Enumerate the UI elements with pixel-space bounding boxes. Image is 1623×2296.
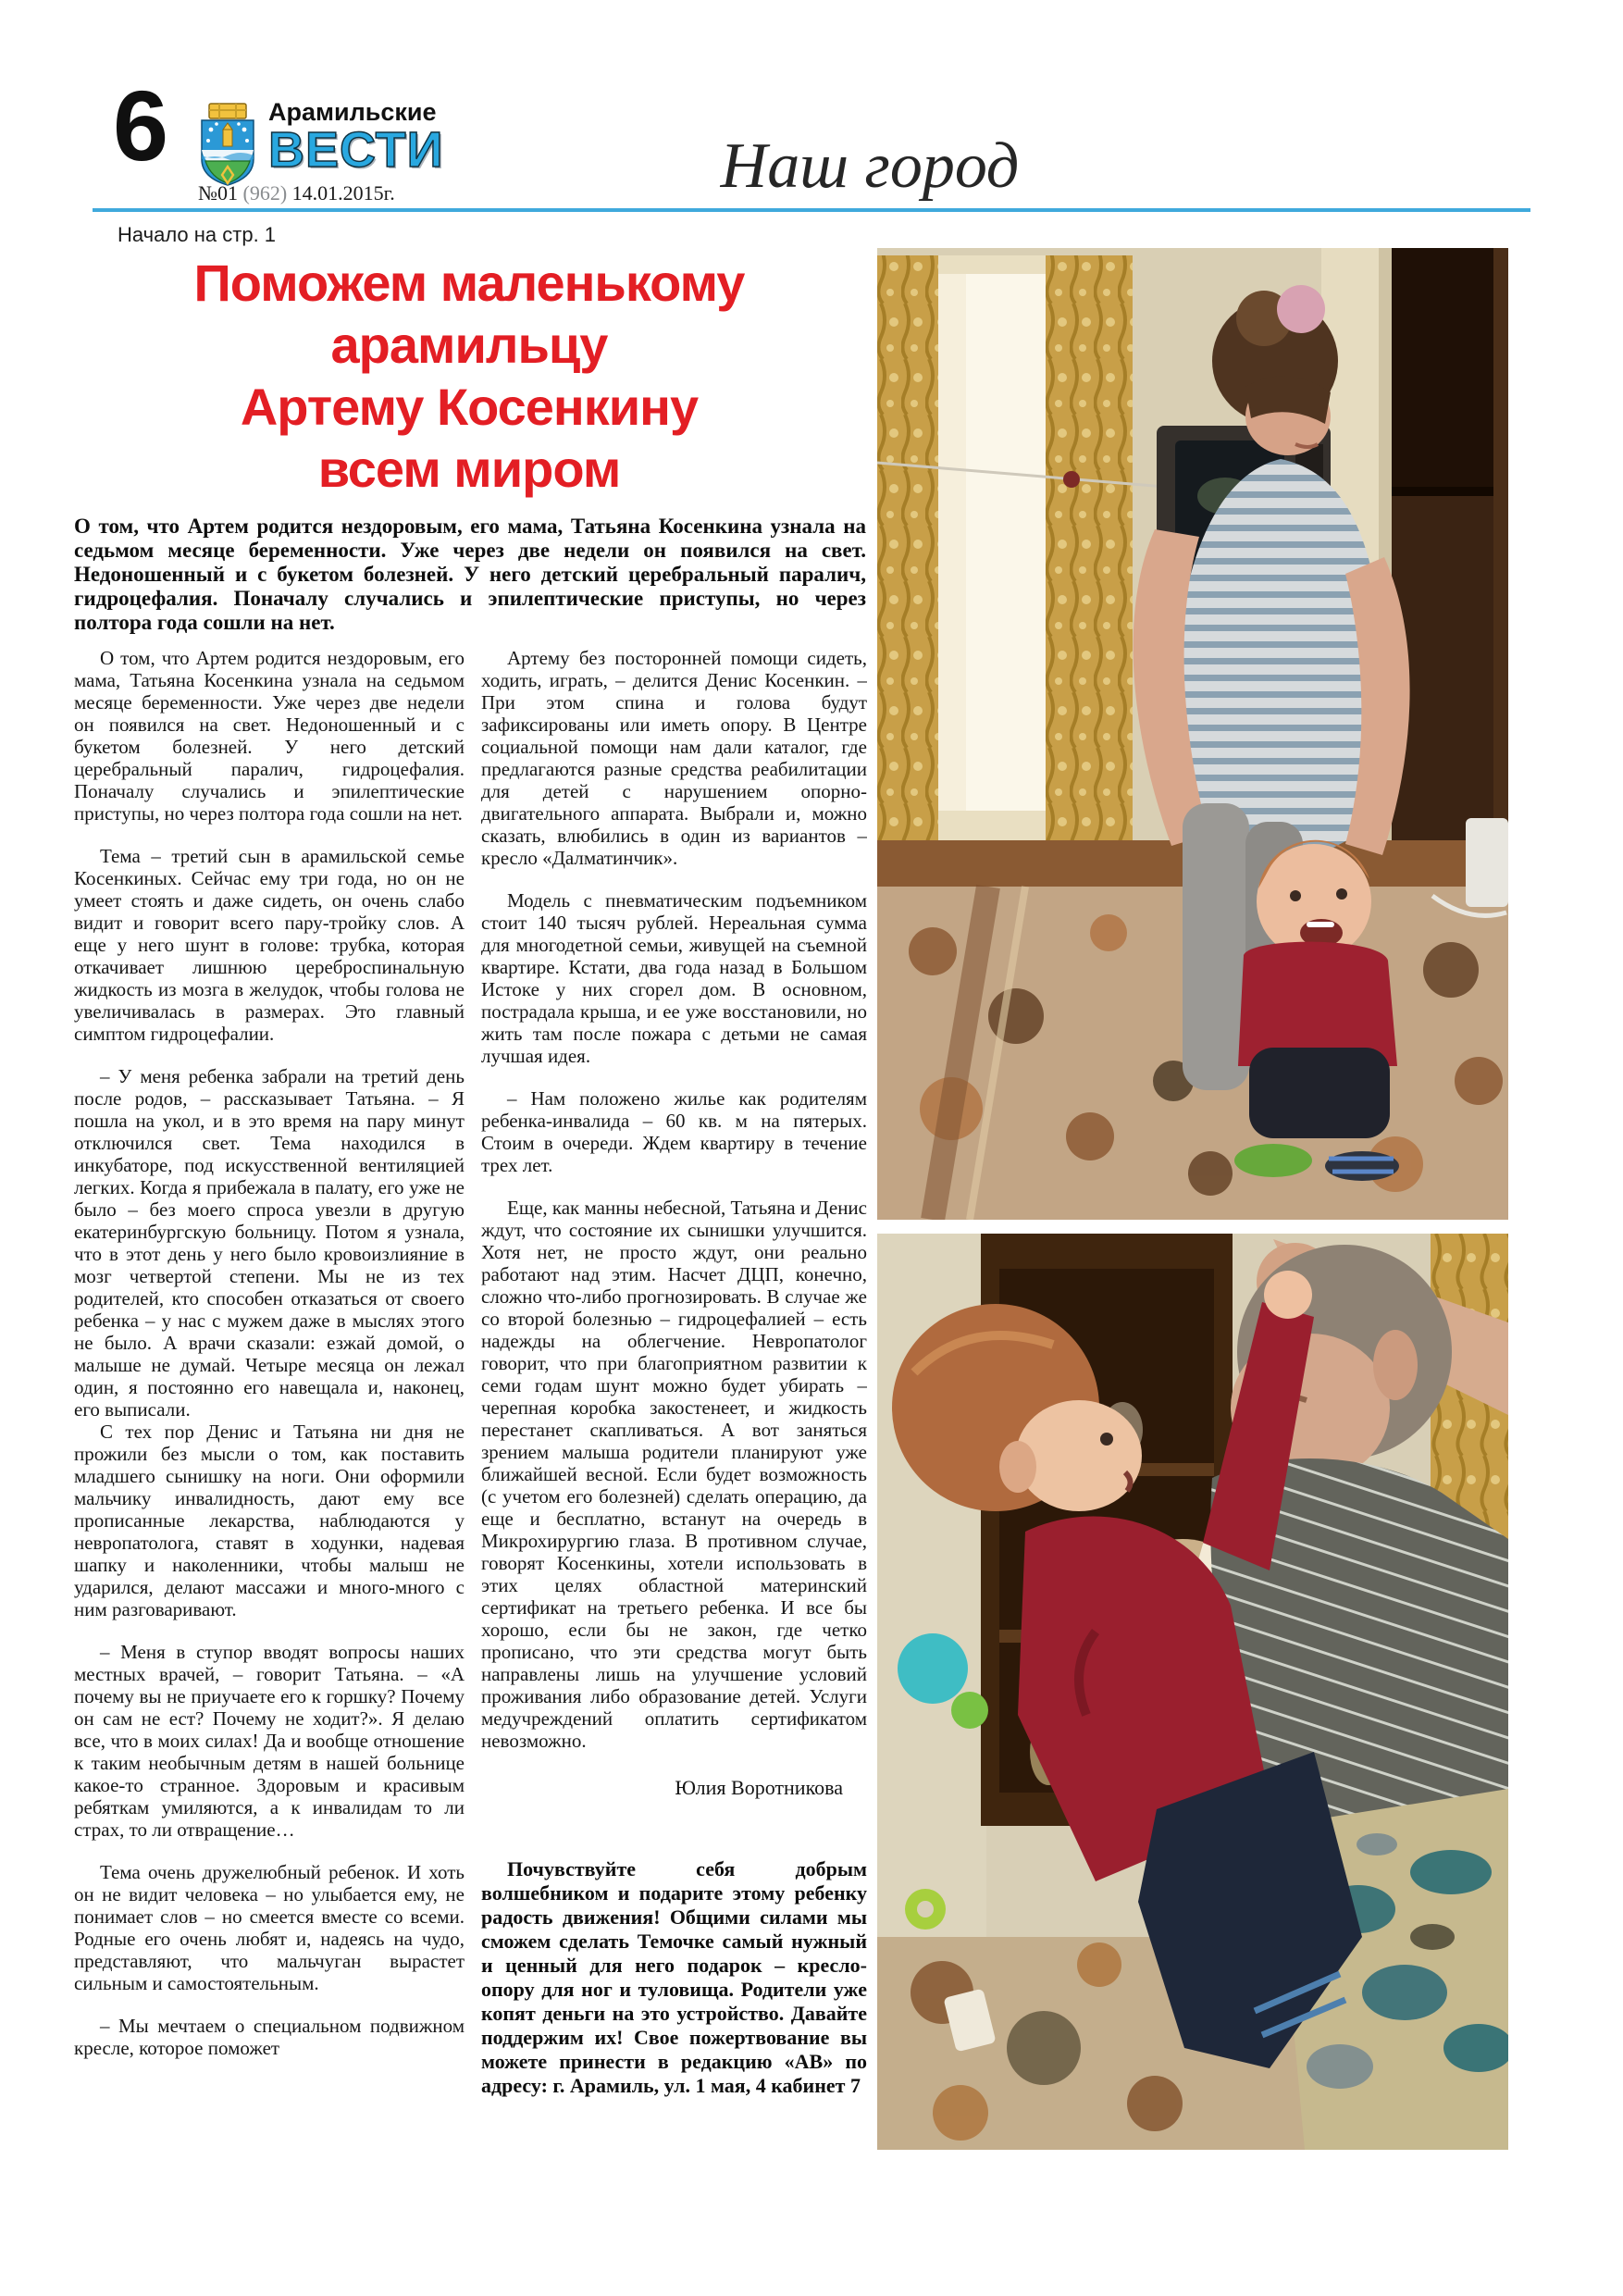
issue-number: №01 xyxy=(198,181,238,205)
article-paragraph: С тех пор Денис и Татьяна ни дня не прожили без мысли о том, как поставить младшего сынишку на ноги. Они оформили мальчику инвалидность, дают ему все прописанные лекарства, наблюдаются у невропатолога, ставят в ходунки, надевая шапку и наколенники, чтобы малыш не ударился, делают массажи и много-много с ним разговаривают. xyxy=(74,1421,465,1620)
headline-line: арамильцу xyxy=(330,316,608,374)
page-number: 6 xyxy=(113,69,169,181)
photo-mother-and-child-graphic xyxy=(877,248,1508,1220)
continuation-note: Начало на стр. 1 xyxy=(118,223,277,246)
byline: Юлия Воротникова xyxy=(675,1776,843,1799)
header-rule xyxy=(93,208,1530,212)
article-paragraph: Модель с пневматическим подъемником стоит 140 тысяч рублей. Нереальная сумма для многодетной семьи, живущей на съемной квартире. Кстати, два года назад в Большом Истоке у них сгорел дом. В основном, пострадала крыша, и ее уже восстановили, но жить там после пожара с детьми не самая лучшая идея. xyxy=(481,889,867,1067)
photo-mother-and-child xyxy=(877,248,1508,1220)
article-paragraph: О том, что Артем родится нездоровым, его мама, Татьяна Косенкина узнала на седьмом месяце беременности. Уже через две недели он появился на свет. Недоношенный и с букетом болезней. У него детский церебральный паралич, гидроцефалия. Поначалу случались и эпилептические приступы, но через полтора года сошли на нет. xyxy=(74,647,465,825)
article-headline xyxy=(72,252,866,500)
masthead-title: ВЕСТИ xyxy=(268,122,444,178)
section-title: Наш город xyxy=(720,130,1020,202)
article-paragraph: – У меня ребенка забрали на третий день после родов, – рассказывает Татьяна. – Я пошла на укол, и в это время на пару минут отключился свет. Тема находился в инкубаторе, под искусственной вентиляцией легких. Когда я прибежала в палату, его уже не было – без моего спроса увезли в другую екатеринбургскую больницу. Потом я узнала, что в этот день у него было кровоизлияние в мозг четвертой степени. Мы не из тех родителей, кто способен отказаться от своего ребенка – у нас с мужем даже в мыслях этого не было. А врачи сказали: езжай домой, о малыше не думай. Четыре месяца он лежал один, я постоянно его навещала и, наконец, его выписали. xyxy=(74,1065,465,1421)
article-paragraph: Артему без посторонней помощи сидеть, ходить, играть, – делится Денис Косенкин. – При этом спина и голова будут зафиксированы или иметь опору. В Центре социальной помощи нам дали каталог, где предлагаются разные средства реабилитации для детей с нарушением опорно-двигательного аппарата. Выбрали и, можно сказать, влюбились в один из вариантов – кресло «Далматинчик». xyxy=(481,647,867,869)
appeal-paragraph: Почувствуйте себя добрым волшебником и подарите этому ребенку радость движения! Общими силами мы сможем сделать Темочке самый нужный и ценный для него подарок – кресло-опору для ног и туловища. Родители уже копят деньги на это устройство. Давайте поддержим их! Свое пожертвование вы можете принести в редакцию «АВ» по адресу: г. Арамиль, ул. 1 мая, 4 кабинет 7 xyxy=(481,1857,867,2097)
article-column-2 xyxy=(481,647,867,2277)
article-paragraph: – Нам положено жилье как родителям ребенка-инвалида – 60 кв. м на пятерых. Стоим в очереди. Ждем квартиру в течение трех лет. xyxy=(481,1087,867,1176)
article-paragraph: Тема – третий сын в арамильской семье Косенкиных. Сейчас ему три года, но он не умеет стоять и даже сидеть, он очень слабо видит и говорит всего пару-тройку слов. А еще у него шунт в голове: трубка, которая откачивает лишнюю цереброспинальную жидкость из мозга в желудок, чтобы голова не увеличивалась в размерах. Это главный симптом гидроцефалии. xyxy=(74,845,465,1045)
headline-line: Поможем маленькому xyxy=(193,254,745,312)
headline-line: Артему Косенкину xyxy=(240,378,699,436)
article-column-2-text xyxy=(481,647,867,1752)
masthead-title-top: Арамильские xyxy=(268,98,437,126)
article-paragraph: Тема очень дружелюбный ребенок. И хоть он не видит человека – но улыбается ему, не понимает слов – но смеется вместе со всеми. Родные его очень любят и, надеясь на чудо, представляют, что мальчуган вырастет сильным и самостоятельным. xyxy=(74,1861,465,1994)
article-paragraph: Еще, как манны небесной, Татьяна и Денис ждут, что состояние их сынишки улучшится. Хотя нет, не просто ждут, они реально работают над этим. Насчет ДЦП, конечно, сложно что-либо прогнозировать. В случае же со второй болезнью – гидроцефалией – есть надежды на облегчение. Невропатолог говорит, что при благоприятном развитии к семи годам шунт можно будет убирать – черепная коробка закостенеет, и жидкость перестанет скапливаться. А вот заняться зрением малыша родители планируют уже ближайшей весной. Если будет возможность (с учетом его болезней) сделать операцию, да еще и бесплатно, встанут на очередь в Микрохирургию глаза. В противном случае, говорят Косенкины, хотели использовать в этих целях областной материнский сертификат на третьего ребенка. И все бы хорошо, если бы не закон, где четко прописано, что эти средства могут быть направлены лишь на улучшение условий проживания либо образование детей. Услуги медучреждений оплатить сертификатом невозможно. xyxy=(481,1197,867,1752)
article-paragraph: – Мы мечтаем о специальном подвижном кресле, которое поможет xyxy=(74,2015,465,2059)
photo-father-and-child xyxy=(877,1234,1508,2150)
issue-date: 14.01.2015г. xyxy=(291,181,395,205)
headline-line: всем миром xyxy=(317,440,621,498)
issue-edition: (962) xyxy=(242,181,288,205)
issue-line xyxy=(198,181,420,205)
article-column-1 xyxy=(74,647,465,2277)
photo-father-and-child-graphic xyxy=(877,1234,1508,2150)
article-paragraph: – Меня в ступор вводят вопросы наших местных врачей, – говорит Татьяна. – «А почему вы не приучаете его к горшку? Почему он сам не ест? Почему не ходит?». Я делаю все, что в моих силах! Да и вообще отношение к таким необычным детям в нашей больнице какое-то странное. Здоровым и красивым ребяткам умиляются, а к инвалидам то ли страх, то ли отвращение… xyxy=(74,1641,465,1841)
article-lead: О том, что Артем родится нездоровым, его мама, Татьяна Косенкина узнала на седьмом месяце беременности. Уже через две недели он появился на свет. Недоношенный и с букетом болезней. У него детский церебральный паралич, гидроцефалия. Поначалу случались и эпилептические приступы, но через полтора года сошли на нет. xyxy=(74,515,866,634)
